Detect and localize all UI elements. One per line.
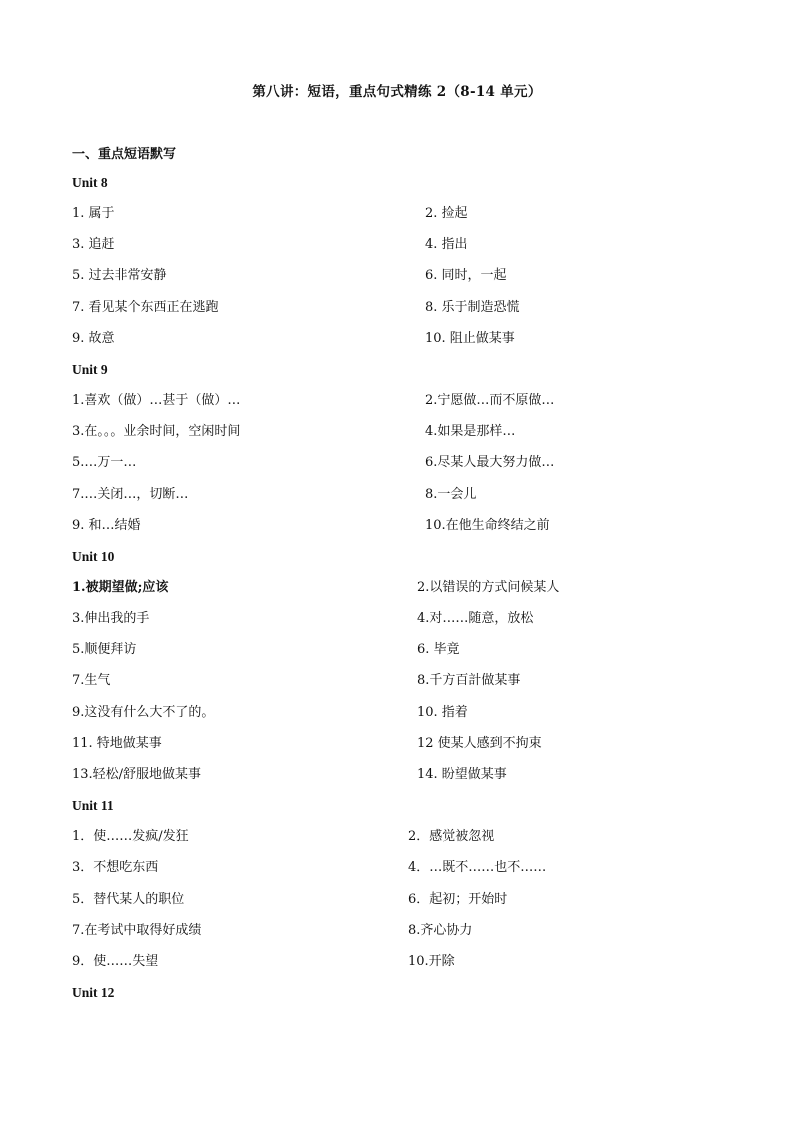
phrase-row: [72, 859, 732, 890]
unit-8-block: [72, 174, 732, 361]
unit-heading: Unit 9: [72, 361, 108, 377]
phrase-item: 1.被期望做;应该: [72, 579, 169, 595]
phrase-row: [72, 704, 732, 735]
phrase-row: [72, 299, 732, 330]
phrase-item: 1．使……发疯/发狂: [72, 829, 189, 845]
unit-12-block: [72, 984, 732, 1015]
phrase-item: 9. 故意: [72, 330, 115, 346]
phrase-item: 3．不想吃东西: [72, 860, 159, 876]
phrase-item: 14. 盼望做某事: [417, 767, 507, 782]
phrase-row: [72, 392, 732, 423]
phrase-row: [72, 579, 732, 610]
phrase-item: 5.顺便拜访: [72, 642, 137, 658]
phrase-item: 8.一会儿: [425, 486, 477, 502]
phrase-row: [72, 330, 732, 361]
phrase-item: 6.尽某人最大努力做…: [425, 455, 555, 471]
unit-heading: Unit 11: [72, 798, 114, 814]
phrase-item: 10. 阻止做某事: [425, 330, 515, 346]
phrase-row: [72, 236, 732, 267]
phrase-item: 3.在。。。业余时间，空闲时间: [72, 424, 241, 440]
phrase-row: [72, 267, 732, 298]
phrase-item: 6．起初；开始时: [408, 891, 508, 907]
phrase-item: 10.开除: [408, 953, 455, 969]
phrase-item: 11. 特地做某事: [72, 735, 162, 751]
phrase-item: 3. 追赶: [72, 237, 115, 253]
phrase-item: 6. 毕竟: [417, 642, 460, 658]
phrase-row: [72, 922, 732, 953]
phrase-item: 4.对……随意，放松: [417, 611, 534, 627]
unit-heading: Unit 10: [72, 548, 115, 564]
unit-10-block: [72, 548, 732, 797]
phrase-row: [72, 205, 732, 236]
phrase-row: [72, 828, 732, 859]
phrase-item: 2. 捡起: [425, 206, 468, 221]
phrase-item: 8. 乐于制造恐慌: [425, 299, 520, 315]
phrase-row: [72, 891, 732, 922]
document-body: [72, 174, 732, 1015]
unit-11-block: [72, 797, 732, 984]
phrase-row: [72, 953, 732, 984]
phrase-item: 9．使……失望: [72, 953, 159, 969]
phrase-row: [72, 423, 732, 454]
phrase-item: 2.以错误的方式问候某人: [417, 579, 560, 595]
unit-heading: Unit 8: [72, 175, 108, 190]
phrase-item: 9. 和…结婚: [72, 517, 141, 533]
phrase-item: 4．…既不……也不……: [408, 860, 547, 876]
phrase-item: 13.轻松/舒服地做某事: [72, 767, 202, 782]
phrase-item: 7.…关闭…，切断…: [72, 486, 189, 502]
phrase-item: 3.伸出我的手: [72, 611, 150, 627]
phrase-row: [72, 486, 732, 517]
phrase-item: 12 使某人感到不拘束: [417, 735, 542, 751]
phrase-item: 1.喜欢（做）…甚于（做）…: [72, 392, 241, 408]
phrase-item: 2.宁愿做…而不原做…: [425, 392, 555, 408]
phrase-item: 5．替代某人的职位: [72, 891, 185, 907]
phrase-row: [72, 641, 732, 672]
unit-heading: Unit 12: [72, 985, 115, 1001]
phrase-item: 4. 指出: [425, 237, 468, 253]
phrase-item: 8.齐心协力: [408, 922, 473, 938]
unit-9-block: [72, 361, 732, 548]
phrase-item: 7.生气: [72, 673, 111, 689]
phrase-item: 4.如果是那样…: [425, 424, 516, 440]
phrase-item: 1. 属于: [72, 206, 115, 221]
phrase-item: 10. 指着: [417, 704, 468, 720]
phrase-item: 9.这没有什么大不了的。: [72, 704, 215, 720]
section-heading: 一、重点短语默写: [72, 147, 177, 162]
phrase-item: 7.在考试中取得好成绩: [72, 922, 202, 938]
phrase-item: 8.千方百計做某事: [417, 673, 521, 689]
phrase-item: 5. 过去非常安静: [72, 268, 167, 284]
phrase-item: 10.在他生命终结之前: [425, 517, 550, 533]
phrase-row: [72, 517, 732, 548]
phrase-item: 7. 看见某个东西正在逃跑: [72, 299, 219, 315]
phrase-item: 6. 同时，一起: [425, 268, 507, 284]
phrase-item: 5.…万一…: [72, 455, 137, 471]
phrase-row: [72, 766, 732, 797]
page-title: 第八讲：短语，重点句式精练 2（8-14 单元）: [252, 84, 542, 100]
phrase-row: [72, 610, 732, 641]
phrase-row: [72, 454, 732, 485]
phrase-row: [72, 735, 732, 766]
phrase-row: [72, 672, 732, 703]
phrase-item: 2．感觉被忽视: [408, 829, 495, 845]
